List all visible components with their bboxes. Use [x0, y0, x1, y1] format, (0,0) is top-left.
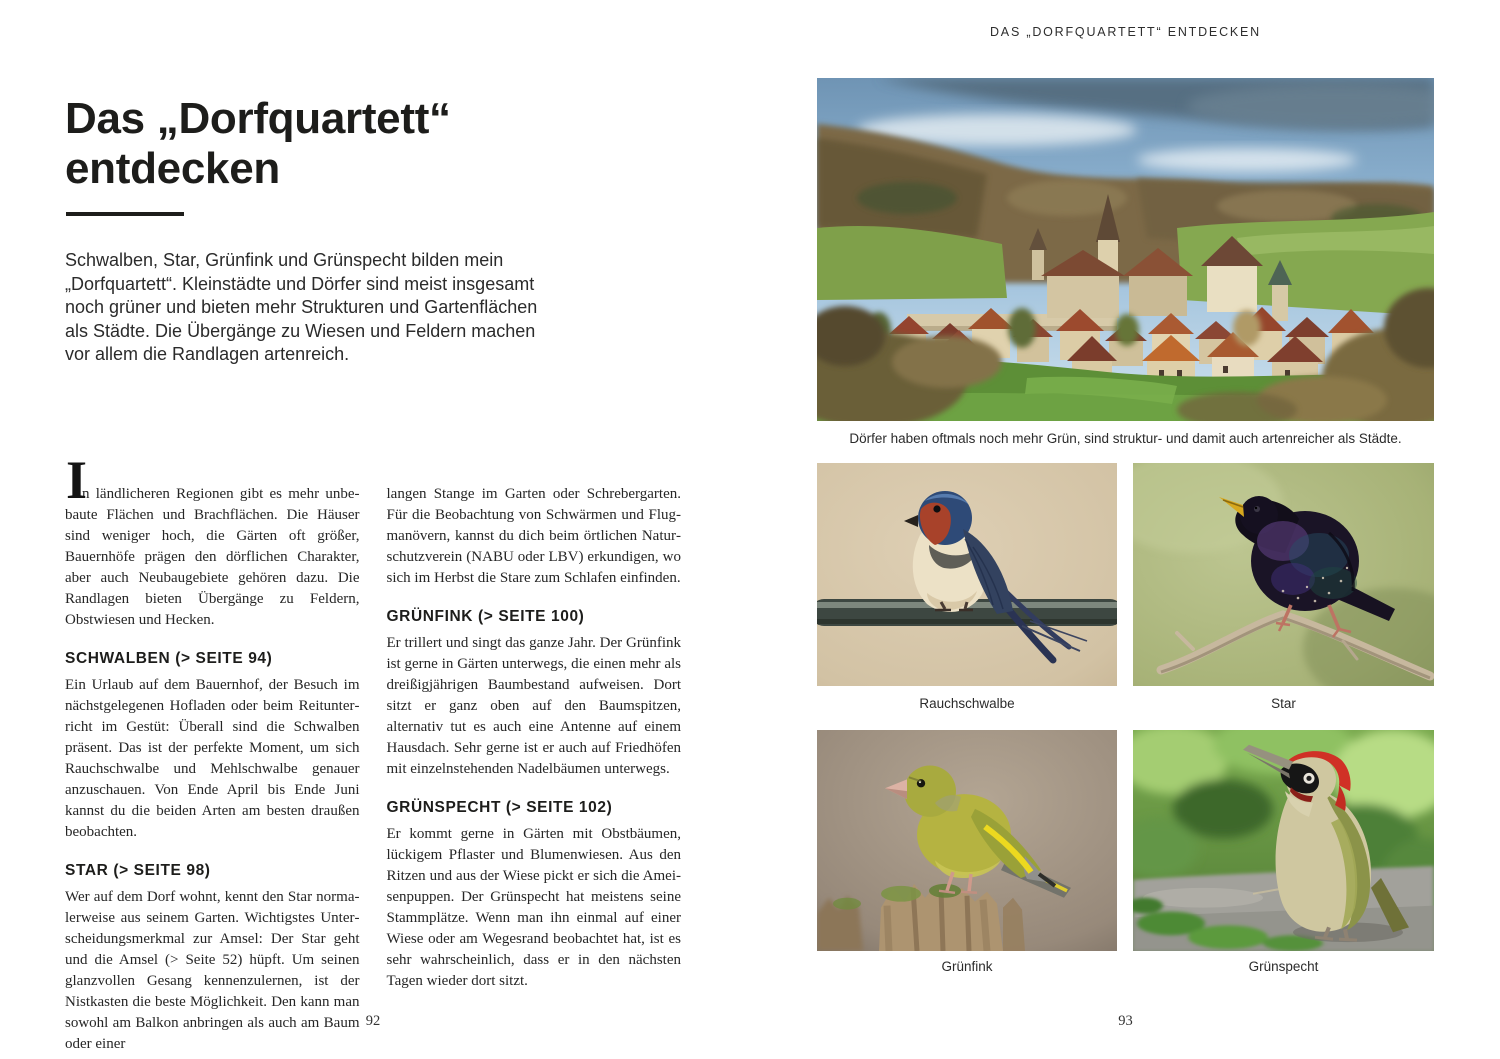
section-heading-schwalben: SCHWALBEN (> SEITE 94)	[65, 650, 273, 667]
page-number-right: 93	[1118, 1013, 1133, 1029]
bird-photo-gruenspecht	[1133, 730, 1434, 951]
body-columns	[65, 450, 681, 1055]
drop-cap: I	[66, 450, 88, 510]
starling-illustration	[1133, 463, 1434, 686]
bird-photo-star	[1133, 463, 1434, 686]
bird-caption-star: Star	[1271, 696, 1296, 711]
bird-caption-rauchschwalbe: Rauchschwalbe	[919, 696, 1015, 711]
hero-photo-village	[817, 78, 1434, 421]
section-text-schwalben: Ein Urlaub auf dem Bauernhof, der Besuch im nächstgelegenen Hofladen oder beim Reitunterricht im Gestüt: Überall sind die Schwalben präsent. Das ist der perfekte Moment, um sich Rauchschwalbe und Mehlschwalbe genauer anzuschauen. Von Ende April bis Ende Juni kannst du die beiden Arten am besten draußen beobachten.	[65, 677, 360, 840]
page-title: Das „Dorfquartett“ entdecken	[65, 94, 451, 193]
green-woodpecker-illustration	[1133, 730, 1434, 951]
body-column-1	[65, 450, 360, 1055]
section-text-star: Wer auf dem Dorf wohnt, kennt den Star normalerweise aus seinem Garten. Wichtigstes Unterscheidungsmerkmal zur Amsel: Der Star geht und die Amsel (> Seite 52) hüpft. Um seinen glanzvollen Gesang kennenzulernen, ist der Nistkasten die beste Möglichkeit. Den kann man sowohl am Balkon anbringen als auch am Baum oder einer	[65, 889, 360, 1052]
barn-swallow-illustration	[817, 463, 1117, 686]
section-text-gruenspecht: Er kommt gerne in Gärten mit Obstbäumen, lückigem Pflaster und Blumenwiesen. Aus den Ritzen und aus der Wiese pickt er sich die Ameisenpuppen. Der Grünspecht hat meistens seine Stammplätze. Wenn man ihn einmal auf einer Wiese oder am Wegesrand beobachtet hat, ist es sehr wahrscheinlich, dass er in den nächsten Tagen wieder dort sitzt.	[386, 826, 681, 989]
bird-photo-gruenfink	[817, 730, 1117, 951]
section-heading-gruenfink: GRÜNFINK (> SEITE 100)	[386, 608, 585, 625]
lead-paragraph	[65, 450, 360, 631]
hero-caption: Dörfer haben oftmals noch mehr Grün, sind struktur- und damit auch artenreicher als Städte.	[849, 431, 1402, 446]
bird-caption-gruenspecht: Grünspecht	[1248, 959, 1319, 974]
lead-text: n ländlicheren Regionen gibt es mehr unbebaute Flächen und Brachflächen. Die Häuser sind weniger hoch, die Gärten oft größer, Bauernhöfe prägen den dörflichen Charakter, aber auch Neubaugebiete gehören dazu. Die Randlagen bieten Übergänge zu Feldern, Obstwiesen und Hecken.	[65, 486, 360, 628]
body-column-2	[387, 484, 682, 1055]
greenfinch-illustration	[817, 730, 1117, 951]
village-landscape-illustration	[817, 78, 1434, 421]
title-rule	[66, 212, 184, 216]
bird-photo-rauchschwalbe	[817, 463, 1117, 686]
page-number-left: 92	[365, 1013, 381, 1029]
section-heading-gruenspecht: GRÜNSPECHT (> SEITE 102)	[386, 799, 613, 816]
running-header: DAS „DORFQUARTETT“ ENTDECKEN	[989, 25, 1261, 39]
star-continuation-text: langen Stange im Garten oder Schrebergarten. Für die Beobachtung von Schwärmen und Flugmanövern, kannst du dich beim örtlichen Naturschutzverein (NABU oder LBV) erkundigen, wo sich im Herbst die Stare zum Schlafen einfinden.	[386, 486, 681, 586]
intro-paragraph: Schwalben, Star, Grünfink und Grünspecht bilden mein „Dorfquartett“. Kleinstädte und Dörfer sind meist insgesamt noch grüner und bieten mehr Strukturen und Gartenflächen als Städte. Die Übergänge zu Wiesen und Feldern machen vor allem die Randlagen artenreich.	[65, 250, 538, 364]
section-text-gruenfink: Er trillert und singt das ganze Jahr. Der Grünfink ist gerne in Gärten unterwegs, die einen mehr als dreißigjährigen Baumbestand aufweisen. Dort sitzt er ganz oben auf den Baumspitzen, alternativ tut es auch eine Antenne auf einem Hausdach. Sehr gerne ist er auch auf Friedhöfen mit einzelnstehenden Nadelbäumen unterwegs.	[386, 635, 681, 777]
bird-caption-gruenfink: Grünfink	[941, 959, 993, 974]
section-heading-star: STAR (> SEITE 98)	[65, 862, 211, 879]
